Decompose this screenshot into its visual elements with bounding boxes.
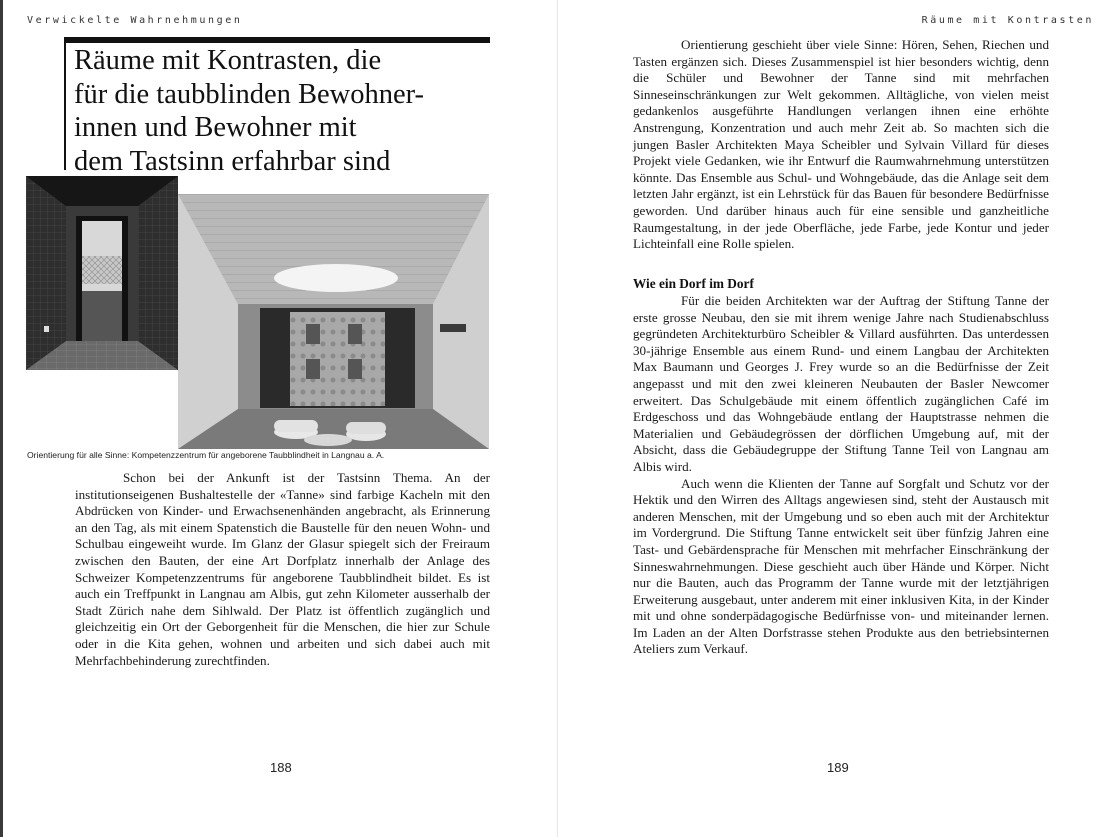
title-bar [64,37,66,170]
paragraph: Orientierung geschieht über viele Sinne: Hören, Sehen, Riechen und Tasten ergänzen sich. Dieses Zusammenspiel ist hier besonders wichtig, denn die Schüler und Bewohner der Tanne sind mit mehrfachen Sinneseinschränkungen zur Welt gekommen. Alltägliche, von vielen meist gedankenlos ausgeführte Handlungen verlangen ihnen eine erhöhte Anstrengung, Konzentration und auch mehr Zeit ab. So machten sich die jungen Basler Architekten Maya Scheibler und Sylvain Villard für dieses Projekt viele Gedanken, wie ihr Entwurf die Raumwahrnehmung unterstützen könnte. Das Ensemble aus Schul- und Wohngebäude, das die Anlage seit dem letzten Jahr ergänzt, ist ein Lehrstück für das Bauen für besondere Bedürfnisse geworden. Und darüber hinaus auch für eine sensible und ganzheitliche Raumgestaltung, in der jede Oberfläche, jede Farbe, jede Kontur und jeder Lichteinfall eine Rolle spielen. [633,37,1049,252]
paragraph: Für die beiden Architekten war der Auftrag der Stiftung Tanne der erste grosse Neubau, den sie mit ihrem wenige Jahre nach Studienabschluss gegründeten Architekturbüro Scheibler & Villard ausführten. Das unterdessen 30-jährige Ensemble aus einem Rund- und einem Langbau der Architekten Max Baumann und Georges J. Frey wurde so an die Bedürfnisse der Zeit angepasst und mit den zwei kleineren Neubauten der Basler Newcomer erweitert. Das Schulgebäude mit einem öffentlich zugänglichen Café im Erdgeschoss und das Wohngebäude entlang der Hauptstrasse nehmen die Materialien und Gebäudegrössen der dörflichen Umgebung auf, mit der Absicht, dass die Gebäudegruppe der Stiftung Tanne Teil von Langnau am Albis wird. [633,293,1049,474]
page-edge [0,0,3,837]
room-skylight-photo [178,194,489,449]
corridor-photo [26,176,178,370]
page-number-left: 188 [270,760,292,775]
right-body-text-intro [633,37,1049,253]
section-subheading: Wie ein Dorf im Dorf [633,276,754,291]
photo-caption: Orientierung für alle Sinne: Kompetenzzentrum für angeborene Taubblindheit in Langnau a. A. [27,450,385,460]
right-body-text-section [633,293,1049,658]
paragraph: Auch wenn die Klienten der Tanne auf Sorgfalt und Schutz vor der Hektik und den Wirren des Alltags angewiesen sind, steht der Austausch mit anderen Menschen, mit der Umgebung und so eben auch mit der Architektur im Vordergrund. Die Stiftung Tanne entwickelt seit über fünfzig Jahren eine Tast- und Gebärdensprache für Menschen mit mehrfacher Einschränkung der Sinneswahrnehmungen. Diese geschieht auch über Hände und Körper. Nicht nur die Bauten, auch das Programm der Tanne wurde mit der letztjährigen Erweiterung ausgebaut, unter anderem mit einer inklusiven Kita, in der Kinder mit und ohne sonderpädagogische Bedürfnisse von- und miteinander lernen. Im Laden an der Alten Dorfstrasse stehen Produkte aus den betriebsinternen Ateliers zum Verkauf. [633,475,1049,657]
page-number-right: 189 [827,760,849,775]
paragraph: Schon bei der Ankunft ist der Tastsinn Thema. An der institutionseigenen Bushaltestelle der «Tanne» sind farbige Kacheln mit den Abdrücken von Kinder- und Erwachsenenhänden angebracht, als Erinnerung an den Tag, als mit einem Spatenstich die Baustelle für den neuen Wohn- und Schulbau eingeweiht wurde. Im Glanz der Glasur spiegelt sich der Freiraum zwischen den Bauten, der eine Art Dorfplatz innerhalb der Anlage des Schweizer Kompetenzzentrums für angeborene Taubblindheit bildet. Es ist auch ein Treffpunkt in Langnau am Albis, gut zehn Kilometer ausserhalb der Stadt Zürich nahe dem Sihlwald. Der Platz ist öffentlich zugänglich und gleichzeitig ein Ort der Geborgenheit für die Menschen, die hier zur Schule oder in die Kita gehen, wohnen und arbeiten und sich dabei auch mit Mehrfachbehinderung zurechtfinden. [75,470,490,668]
running-head-right: Räume mit Kontrasten [921,15,1094,26]
article-title: Räume mit Kontrasten, die für die taubblinden Bewohner- innen und Bewohner mit dem Tastsinn erfahrbar sind [74,45,425,177]
gutter [557,0,558,837]
title-rule [66,37,490,43]
left-body-text [75,470,490,669]
running-head-left: Verwickelte Wahrnehmungen [27,15,243,26]
